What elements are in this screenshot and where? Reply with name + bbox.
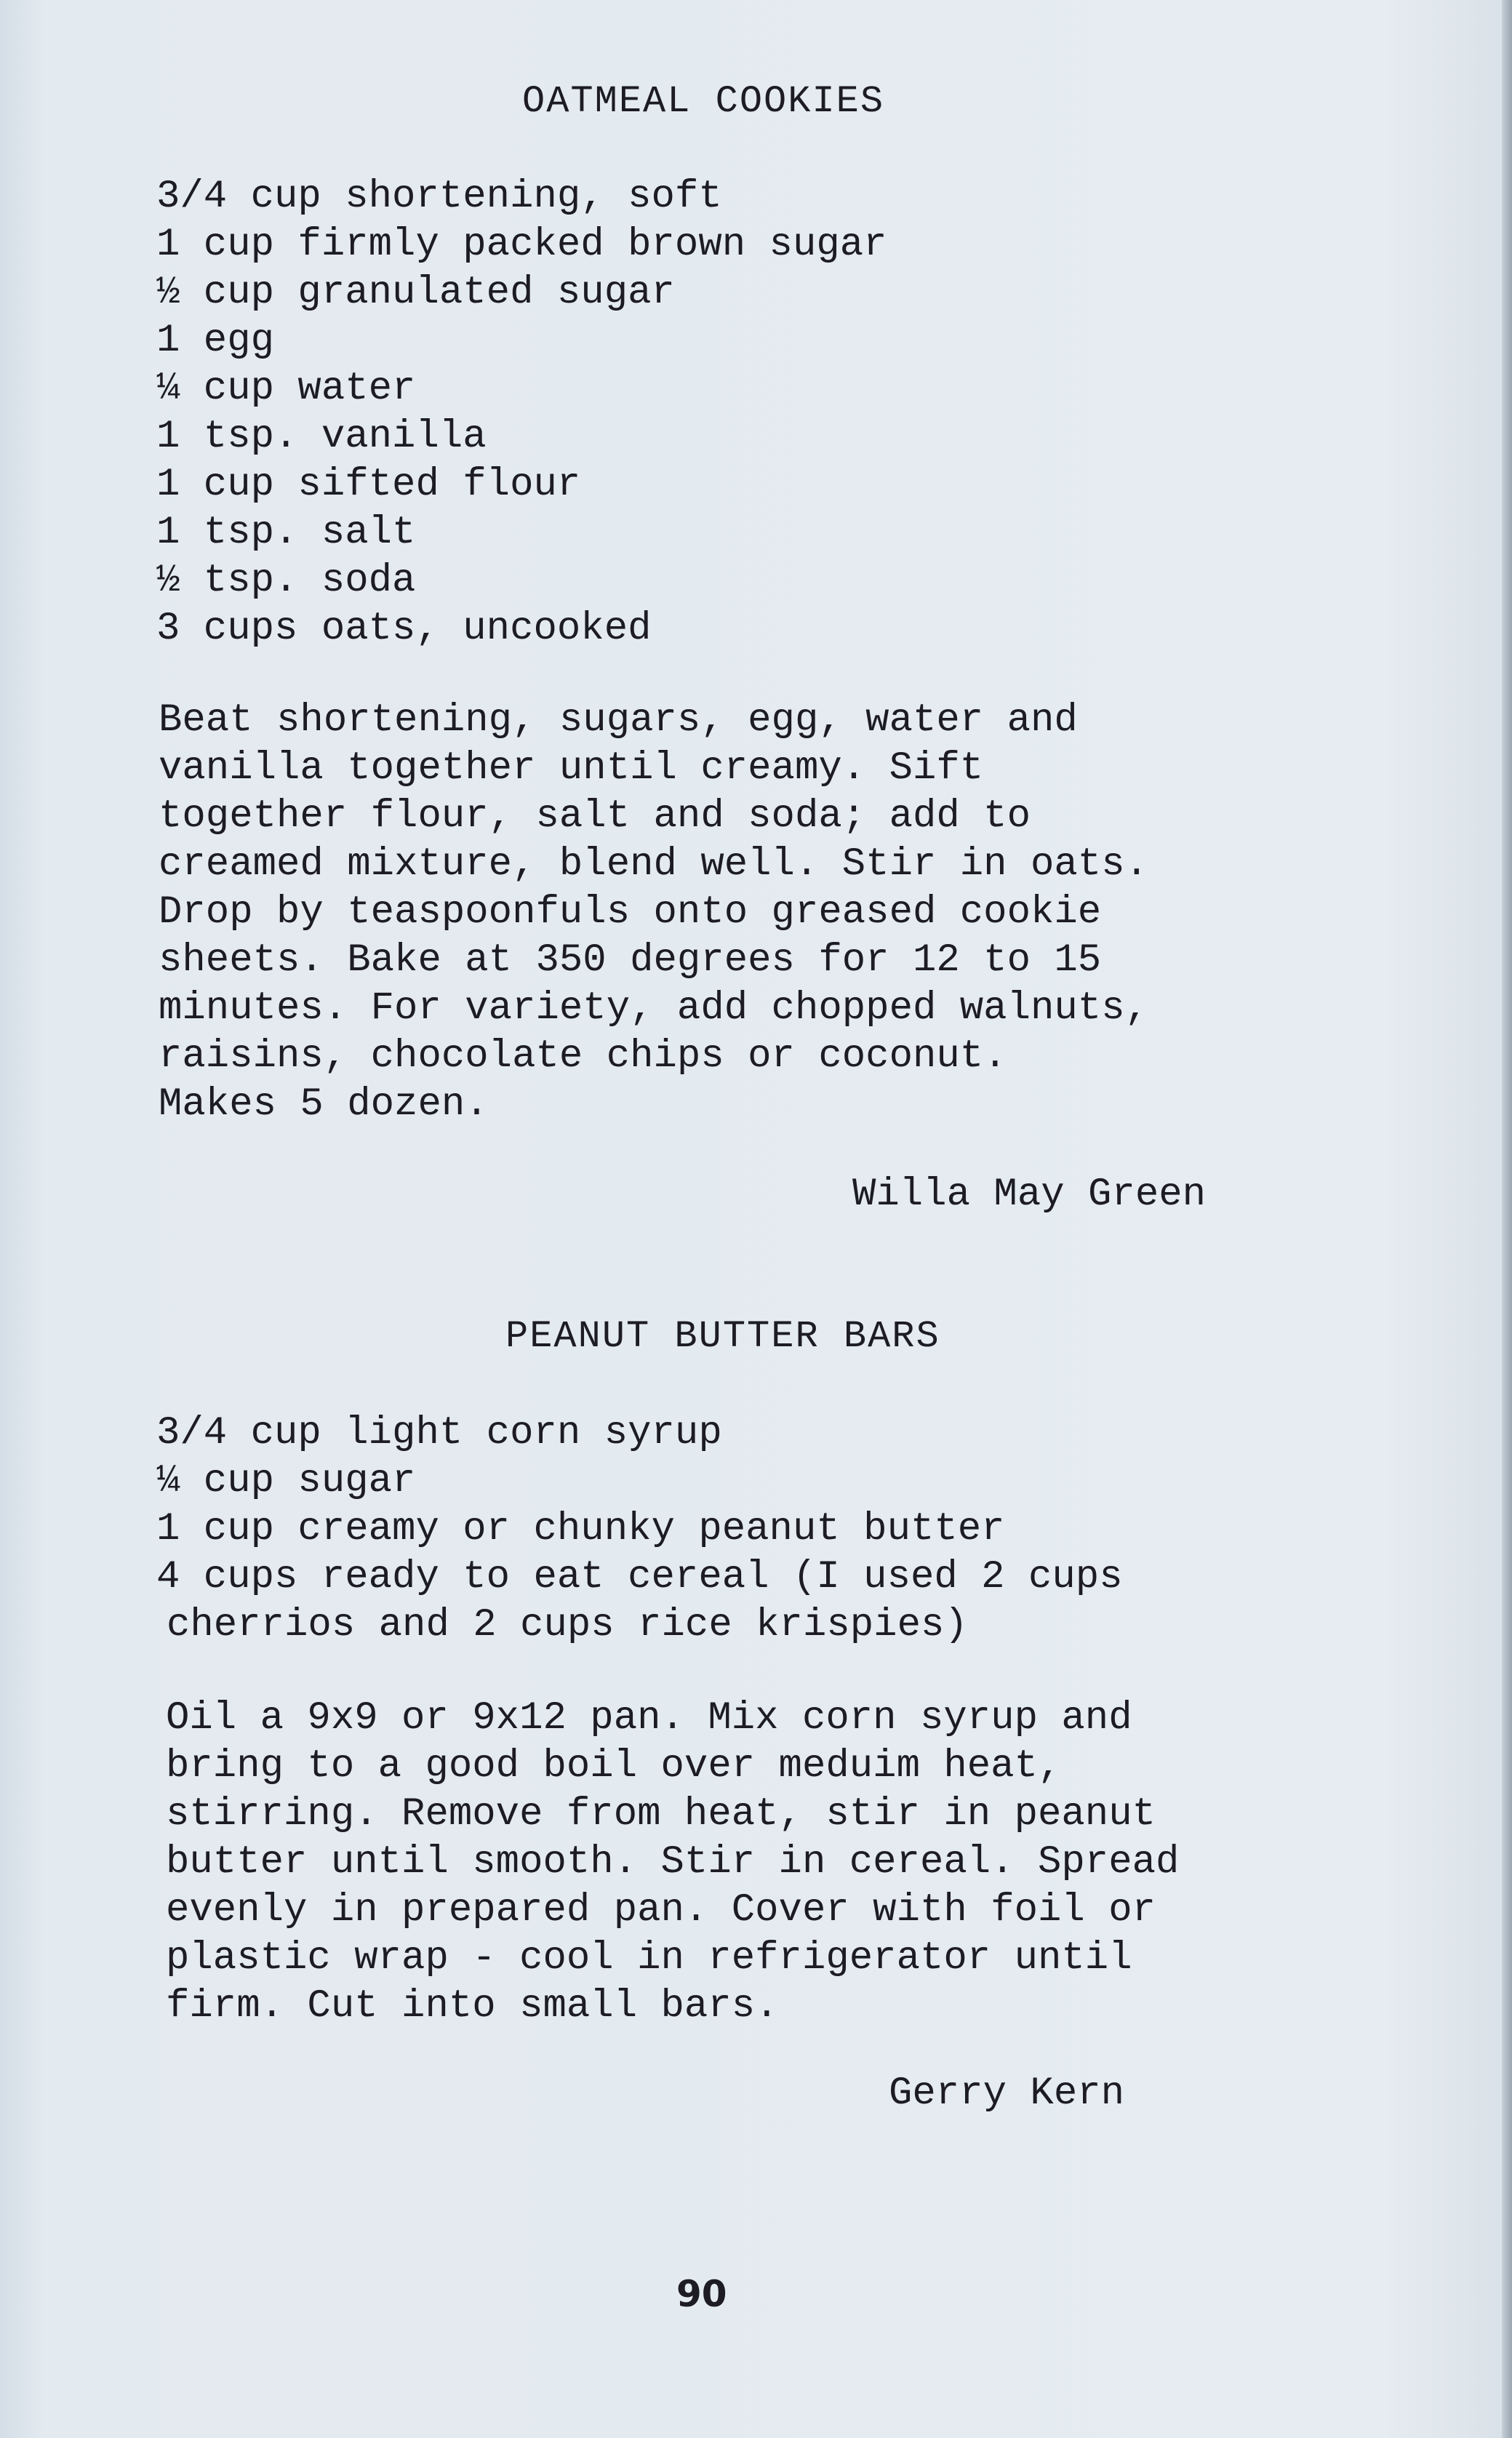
ingredient-item: ¼ cup sugar <box>156 1459 416 1503</box>
ingredient-item: 1 cup firmly packed brown sugar <box>156 223 887 267</box>
ingredient-item: 1 tsp. vanilla <box>156 415 487 459</box>
ingredient-item: 3/4 cup shortening, soft <box>156 175 722 219</box>
ingredient-list-oatmeal-cookies <box>156 173 887 653</box>
page-number: 90 <box>676 2273 727 2315</box>
ingredient-item: ¼ cup water <box>156 367 416 411</box>
ingredient-item: ½ tsp. soda <box>156 559 416 603</box>
ingredient-item: 3 cups oats, uncooked <box>156 607 652 651</box>
recipe-author-willa-may-green: Willa May Green <box>852 1172 1207 1217</box>
instructions-peanut-butter-bars: Oil a 9x9 or 9x12 pan. Mix corn syrup and bring to a good boil over meduim heat, stirring. Remove from heat, stir in peanut butter until smooth. Stir in cereal. Spread evenly in prepared pan. Cover with foil or plastic wrap - cool in refrigerator until firm. Cut into small bars. <box>166 1696 1180 2029</box>
ingredient-item: 1 egg <box>156 319 275 363</box>
ingredient-item: 1 tsp. salt <box>156 511 416 555</box>
ingredient-item: cherrios and 2 cups rice krispies) <box>167 1603 968 1647</box>
ingredient-item: 1 cup sifted flour <box>156 463 581 507</box>
instructions-oatmeal-cookies: Beat shortening, sugars, egg, water and vanilla together until creamy. Sift together flour, salt and soda; add to creamed mixture, blend well. Stir in oats. Drop by teaspoonfuls onto greased cookie sheets. Bake at 350 degrees for 12 to 15 minutes. For variety, add chopped walnuts, raisins, chocolate chips or coconut. Makes 5 dozen. <box>159 698 1149 1127</box>
ingredient-list-peanut-butter-bars <box>156 1410 1123 1650</box>
ingredient-item: 3/4 cup light corn syrup <box>156 1411 722 1455</box>
ingredient-item: 4 cups ready to eat cereal (I used 2 cups <box>156 1555 1123 1599</box>
recipe-author-gerry-kern: Gerry Kern <box>889 2071 1125 2116</box>
ingredient-item: ½ cup granulated sugar <box>156 271 675 315</box>
recipe-title-peanut-butter-bars: PEANUT BUTTER BARS <box>505 1315 940 1358</box>
page-edge <box>1502 0 1512 2438</box>
recipe-title-oatmeal-cookies: OATMEAL COOKIES <box>522 80 885 123</box>
ingredient-item: 1 cup creamy or chunky peanut butter <box>156 1507 1005 1551</box>
